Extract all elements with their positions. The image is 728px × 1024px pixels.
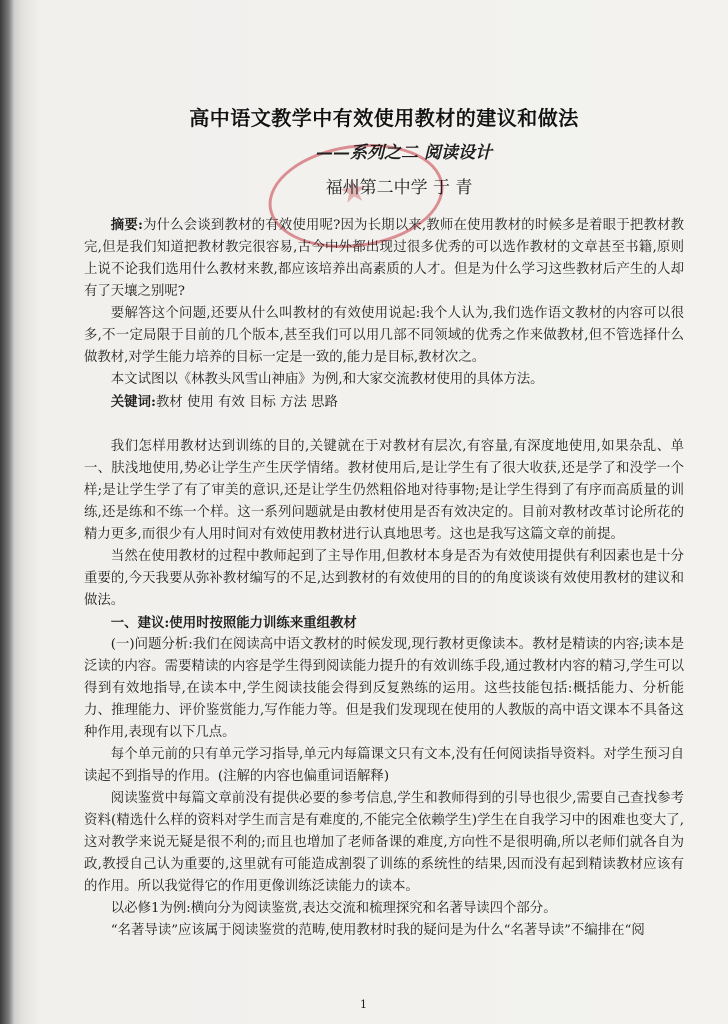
body-paragraph-6: 以必修1为例:横向分为阅读鉴赏,表达交流和梳理探究和名著导读四个部分。 [110, 901, 557, 916]
document-author: 福州第二中学 于 青 [325, 178, 473, 198]
page-number: 1 [360, 998, 367, 1011]
body-paragraph-1: 我们怎样用教材达到训练的目的,关键就在于对教材有层次,有容量,有深度地使用,如果杂乱、单一、肤浅地使用,势必让学生产生厌学情绪。教材使用后,是让学生有了很大收获,还是学了和没学一个样;是让学生学了有了审美的意识,还是让学生仍然粗俗地对待事物;是让学生得到了有序而高质量的训练,还是练和不练一个样。这一系列问题就是由教材使用是否有效决定的。目前对教材改革讨论所花的精力更多,而很少有人用时间对有效使用教材进行认真地思考。这也是我写这篇文章的前提。 [84, 439, 684, 542]
abstract-paragraph-2: 要解答这个问题,还要从什么叫教材的有效使用说起:我个人认为,我们选作语文教材的内容可以很多,不一定局限于目前的几个版本,甚至我们可以用几部不同领域的优秀之作来做教材,但不管选择什么做教材,对学生能力培养的目标一定是一致的,能力是目标,教材次之。 [84, 306, 684, 365]
keywords-line [84, 391, 684, 414]
binding-shadow [0, 0, 14, 1024]
document-subtitle: ——系列之二 阅读设计 [316, 143, 492, 163]
body-paragraph-7: “名著导读”应该属于阅读鉴赏的范畴,使用教材时我的疑问是为什么“名著导读”不编排在“阅 [110, 923, 645, 938]
keywords-text: 教材 使用 有效 目标 方法 思路 [155, 395, 338, 410]
keywords-label: 关键词: [110, 394, 156, 410]
abstract-paragraph-3: 本文试图以《林教头风雪山神庙》为例,和大家交流教材使用的具体方法。 [110, 372, 544, 387]
document-body [84, 100, 684, 942]
section-heading: 一、建议:使用时按照能力训练来重组教材 [110, 615, 357, 631]
abstract-paragraph [84, 214, 684, 303]
document-title: 高中语文教学中有效使用教材的建议和做法 [189, 106, 579, 130]
body-paragraph-2: 当然在使用教材的过程中教师起到了主导作用,但教材本身是否为有效使用提供有利因素也是十分重要的,今天我要从弥补教材编写的不足,达到教材的有效使用的目的的角度谈谈有效使用教材的建议和做法。 [84, 549, 684, 608]
abstract-label: 摘要: [110, 217, 143, 233]
body-paragraph-5: 阅读鉴赏中每篇文章前没有提供必要的参考信息,学生和教师得到的引导也很少,需要自己查找参考资料(精选什么样的资料对学生而言是有难度的,不能完全依赖学生)学生在自我学习中的困难也变大了,这对教学来说无疑是很不利的;而且也增加了老师备课的难度,方向性不是很明确,所以老师们就各自为政,教授自己认为重要的,这里就有可能造成割裂了训练的系统性的结果,因而没有起到精读教材应该有的作用。所以我觉得它的作用更像训练泛读能力的读本。 [84, 791, 684, 894]
spacer [84, 414, 684, 436]
abstract-text: 为什么会谈到教材的有效使用呢?因为长期以来,教师在使用教材的时候多是着眼于把教材教完,但是我们知道把教材教完很容易,古今中外都出现过很多优秀的可以选作教材的文章甚至书籍,原则上说不论我们选用什么教材来教,都应该培养出高素质的人才。但是为什么学习这些教材后产生的人却有了天壤之别呢? [84, 218, 684, 299]
body-paragraph-3: (一)问题分析:我们在阅读高中语文教材的时候发现,现行教材更像读本。教材是精读的内容;读本是泛读的内容。需要精读的内容是学生得到阅读能力提升的有效训练手段,通过教材内容的精习,学生可以得到有效地指导,在读本中,学生阅读技能会得到反复熟练的运用。这些技能包括:概括能力、分析能力、推理能力、评价鉴赏能力,写作能力等。但是我们发现现在使用的人教版的高中语文课本不具备这种作用,表现有以下几点。 [84, 637, 684, 740]
body-paragraph-4: 每个单元前的只有单元学习指导,单元内每篇课文只有文本,没有任何阅读指导资料。对学生预习自读起不到指导的作用。(注解的内容也偏重词语解释) [84, 747, 684, 784]
